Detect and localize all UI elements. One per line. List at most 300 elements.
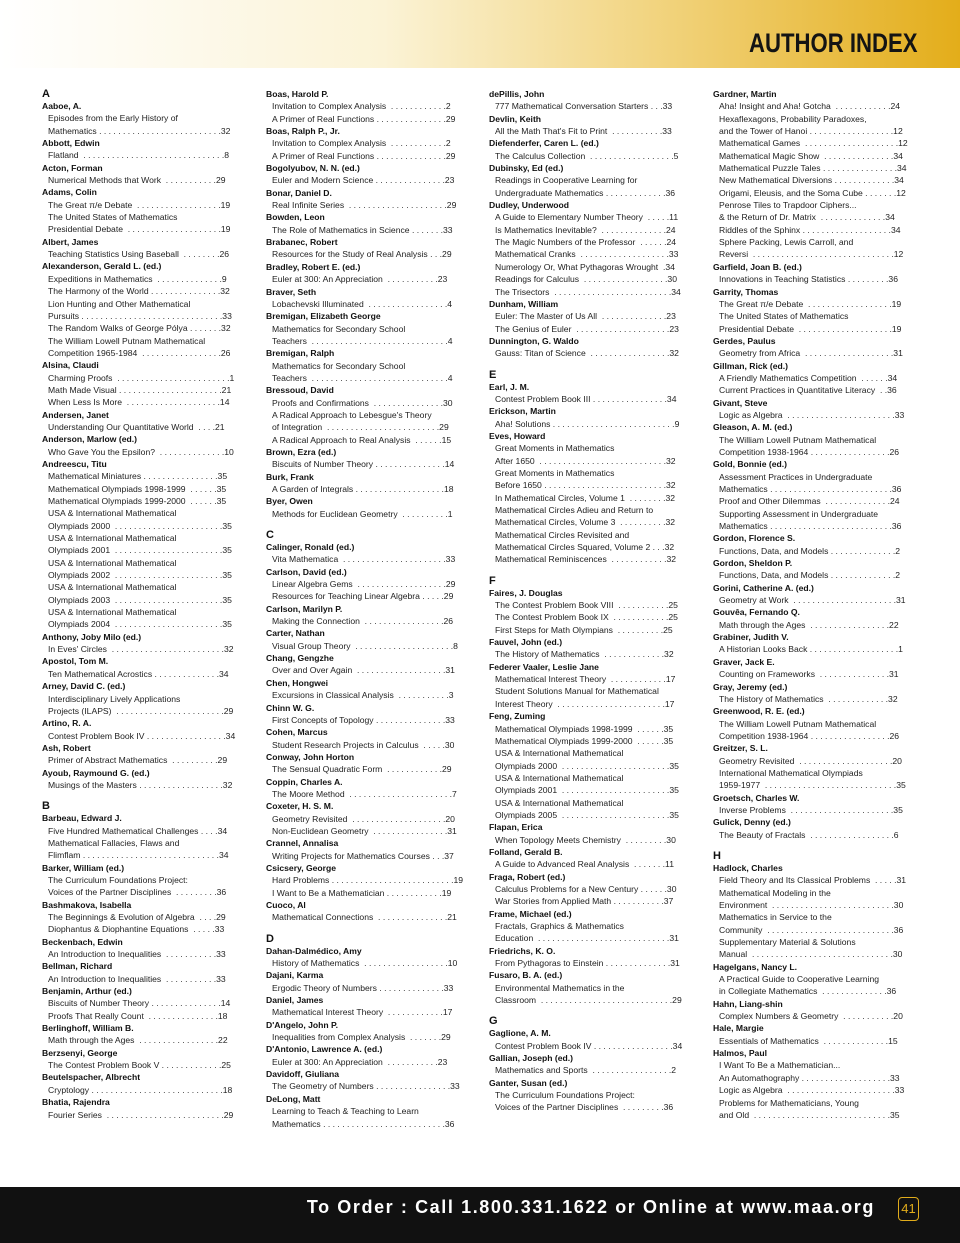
- book-title-line: Invitation to Complex Analysis . . . . . . . . . . . .2: [272, 101, 451, 112]
- author-name: Acton, Forman: [42, 162, 103, 173]
- book-title-line: A Guide to Advanced Real Analysis . . . . . . .11: [495, 859, 674, 870]
- author-name: Boas, Ralph P., Jr.: [266, 126, 340, 137]
- book-title-line: and the Tower of Hanoi . . . . . . . . . . . . . . . . . .12: [719, 126, 903, 137]
- book-title-line: Euler and Modern Science . . . . . . . . . . . . . . .23: [272, 175, 455, 186]
- author-name: Berlinghoff, William B.: [42, 1023, 134, 1034]
- book-title-line: A Radical Approach to Real Analysis . . . . . .15: [272, 434, 452, 445]
- book-title-line: Mathematical Miniatures . . . . . . . . . . . . . . . .35: [48, 471, 228, 482]
- book-title-line: Diophantus & Diophantine Equations . . . . .33: [48, 924, 225, 935]
- book-title-line: Mathematical Interest Theory . . . . . . . . . . . .17: [272, 1007, 453, 1018]
- book-title-line: Contest Problem Book IV . . . . . . . . . . . . . . . . .34: [48, 730, 236, 741]
- author-name: Dunham, William: [489, 298, 559, 309]
- book-title-line: Pursuits . . . . . . . . . . . . . . . . . . . . . . . . . . . . . .33: [48, 310, 232, 321]
- book-title-line: Student Solutions Manual for Mathematical: [495, 686, 659, 697]
- author-name: Greitzer, S. L.: [713, 743, 768, 754]
- book-title-line: The Curriculum Foundations Project:: [495, 1090, 635, 1101]
- book-title-line: Great Moments in Mathematics: [495, 467, 615, 478]
- book-title-line: I Want to Be a Mathematician . . . . . . . . . . . .19: [272, 887, 452, 898]
- author-name: Gordon, Florence S.: [713, 533, 796, 544]
- book-title-line: USA & International Mathematical: [495, 797, 624, 808]
- book-title-line: Olympiads 2000 . . . . . . . . . . . . . . . . . . . . . . .35: [495, 760, 679, 771]
- book-title-line: Competition 1965-1984 . . . . . . . . . . . . . . . . .26: [48, 347, 231, 358]
- book-title-line: Biscuits of Number Theory . . . . . . . . . . . . . . .14: [48, 998, 231, 1009]
- book-title-line: in Collegiate Mathematics . . . . . . . . . . . . . .36: [719, 986, 897, 997]
- author-name: Gardner, Martin: [713, 89, 777, 99]
- section-letter: G: [489, 1015, 498, 1028]
- book-title-line: Olympiads 2000 . . . . . . . . . . . . . . . . . . . . . . .35: [48, 520, 232, 531]
- author-name: Gleason, A. M. (ed.): [713, 422, 793, 433]
- book-title-line: USA & International Mathematical: [495, 748, 624, 759]
- book-title-line: Mathematics and Sports . . . . . . . . . . . . . . . . .2: [495, 1065, 677, 1076]
- author-name: Bonar, Daniel D.: [266, 187, 332, 198]
- book-title-line: The Trisectors . . . . . . . . . . . . . . . . . . . . . . . . .34: [495, 286, 681, 297]
- book-title-line: Essentials of Mathematics . . . . . . . . . . . . . .15: [719, 1035, 898, 1046]
- book-title-line: USA & International Mathematical: [495, 772, 624, 783]
- index-column-2: [266, 88, 472, 1130]
- book-title-line: Olympiads 2005 . . . . . . . . . . . . . . . . . . . . . . .35: [495, 809, 679, 820]
- book-title-line: Readings in Cooperative Learning for: [495, 175, 638, 186]
- author-name: Flapan, Erica: [489, 822, 543, 833]
- book-title-line: Supplementary Material & Solutions: [719, 937, 856, 948]
- book-title-line: The Beginnings & Evolution of Algebra . . . .29: [48, 912, 226, 922]
- author-name: Cuoco, Al: [266, 900, 306, 910]
- book-title-line: Biscuits of Number Theory . . . . . . . . . . . . . . .14: [272, 459, 455, 470]
- book-title-line: Sphere Packing, Lewis Carroll, and: [719, 237, 854, 248]
- book-title-line: Undergraduate Mathematics . . . . . . . . . . . . .36: [495, 187, 676, 198]
- author-name: Chang, Gengzhe: [266, 653, 334, 664]
- author-name: Gray, Jeremy (ed.): [713, 681, 788, 692]
- book-title-line: Gauss: Titan of Science . . . . . . . . . . . . . . . . .32: [495, 348, 679, 359]
- author-name: Frame, Michael (ed.): [489, 908, 572, 919]
- author-name: Aaboe, A.: [42, 101, 82, 111]
- author-name: Crannel, Annalisa: [266, 838, 339, 849]
- book-title-line: Vita Mathematica . . . . . . . . . . . . . . . . . . . . . .33: [272, 554, 456, 565]
- author-name: Daniel, James: [266, 995, 324, 1006]
- book-title-line: Presidential Debate . . . . . . . . . . . . . . . . . . . .19: [48, 224, 231, 235]
- book-title-line: Innovations in Teaching Statistics . . . . . . . . .36: [719, 274, 898, 285]
- book-title-line: Linear Algebra Gems . . . . . . . . . . . . . . . . . . .29: [272, 579, 456, 590]
- book-title-line: In Mathematical Circles, Volume 1 . . . . . . . .32: [495, 492, 676, 503]
- author-name: Diefenderfer, Caren L. (ed.): [489, 138, 599, 149]
- author-name: Gold, Bonnie (ed.): [713, 459, 787, 470]
- book-title-line: Hard Problems . . . . . . . . . . . . . . . . . . . . . . . . . .19: [272, 875, 464, 886]
- book-title-line: Writing Projects for Mathematics Courses . . .37: [272, 850, 454, 861]
- book-title-line: Excursions in Classical Analysis . . . . . . . . . . .3: [272, 690, 454, 701]
- author-name: Dahan-Dalmédico, Amy: [266, 945, 362, 956]
- book-title-line: The Contest Problem Book VIII . . . . . . . . . . .25: [495, 600, 678, 611]
- author-name: Anderson, Marlow (ed.): [42, 434, 138, 445]
- section-letter: A: [42, 88, 50, 100]
- book-title-line: Teachers . . . . . . . . . . . . . . . . . . . . . . . . . . . . .4: [272, 372, 453, 383]
- author-name: Halmos, Paul: [713, 1048, 767, 1059]
- book-title-line: Teaching Statistics Using Baseball . . . . . . . .26: [48, 249, 230, 260]
- book-title-line: Mathematics in Service to the: [719, 912, 832, 923]
- book-title-line: Competition 1938-1964 . . . . . . . . . . . . . . . . .26: [719, 730, 900, 741]
- book-title-line: An Introduction to Inequalities . . . . . . . . . . .33: [48, 949, 226, 960]
- book-title-line: Mathematical Olympiads 1998-1999 . . . . . .35: [48, 483, 227, 494]
- index-column-3: [489, 88, 695, 1114]
- book-title-line: Learning to Teach & Teaching to Learn: [272, 1106, 419, 1117]
- book-title-line: Calculus Problems for a New Century . . . . . .30: [495, 883, 677, 894]
- author-name: Graver, Jack E.: [713, 656, 775, 667]
- author-name: Beckenbach, Edwin: [42, 936, 123, 947]
- book-title-line: Penrose Tiles to Trapdoor Ciphers...: [719, 200, 857, 211]
- book-title-line: Mathematical Modeling in the: [719, 887, 831, 898]
- book-title-line: The Harmony of the World . . . . . . . . . . . . . . .32: [48, 286, 230, 297]
- book-title-line: Euler at 300: An Appreciation . . . . . . . . . . .23: [272, 1056, 448, 1067]
- book-title-line: Interdisciplinary Lively Applications: [48, 693, 181, 704]
- book-title-line: The Role of Mathematics in Science . . . . . . .33: [272, 224, 453, 235]
- author-name: Carlson, David (ed.): [266, 566, 347, 577]
- author-name: Ganter, Susan (ed.): [489, 1077, 568, 1088]
- book-title-line: Teachers . . . . . . . . . . . . . . . . . . . . . . . . . . . . .4: [272, 335, 453, 346]
- book-title-line: The William Lowell Putnam Mathematical: [48, 335, 206, 346]
- author-name: Devlin, Keith: [489, 113, 542, 124]
- author-name: Coppin, Charles A.: [266, 776, 343, 787]
- book-title-line: History of Mathematics . . . . . . . . . . . . . . . . . .10: [272, 958, 458, 969]
- author-name: Gordon, Sheldon P.: [713, 558, 793, 569]
- book-title-line: Student Research Projects in Calculus . . . . .30: [272, 739, 455, 750]
- book-title-line: Geometry Revisited . . . . . . . . . . . . . . . . . . . .20: [719, 755, 902, 766]
- book-title-line: The Beauty of Fractals . . . . . . . . . . . . . . . . . .6: [719, 829, 899, 840]
- author-name: Eves, Howard: [489, 430, 546, 441]
- book-title-line: Riddles of the Sphinx . . . . . . . . . . . . . . . . . . .34: [719, 224, 901, 235]
- book-title-line: Mathematical Olympiads 1998-1999 . . . . . .35: [495, 723, 674, 734]
- book-title-line: Manual . . . . . . . . . . . . . . . . . . . . . . . . . . . . . .30: [719, 949, 903, 960]
- book-title-line: Mathematical Circles Squared, Volume 2 . . .32: [495, 542, 675, 553]
- book-title-line: Olympiads 2004 . . . . . . . . . . . . . . . . . . . . . . .35: [48, 619, 232, 630]
- book-title-line: Resources for Teaching Linear Algebra . . . . .29: [272, 591, 454, 602]
- author-name: Bressoud, David: [266, 385, 334, 396]
- book-title-line: Environment . . . . . . . . . . . . . . . . . . . . . . . . . .30: [719, 900, 904, 910]
- author-name: Gaglione, A. M.: [489, 1028, 551, 1039]
- author-name: Ayoub, Raymound G. (ed.): [42, 767, 150, 778]
- book-title-line: Environmental Mathematics in the: [495, 982, 625, 993]
- author-name: Chen, Hongwei: [266, 677, 329, 688]
- author-name: Dubinsky, Ed (ed.): [489, 163, 564, 174]
- book-title-line: A Practical Guide to Cooperative Learning: [719, 974, 880, 985]
- book-title-line: Mathematical Circles Adieu and Return to: [495, 505, 654, 515]
- book-title-line: Mathematics for Secondary School: [272, 360, 406, 371]
- book-title-line: Current Practices in Quantitative Literacy . .36: [719, 385, 897, 396]
- author-name: Apostol, Tom M.: [42, 656, 109, 667]
- book-title-line: Proof and Other Dilemmas . . . . . . . . . . . . . .24: [719, 496, 900, 507]
- book-title-line: Mathematical Cranks . . . . . . . . . . . . . . . . . . .33: [495, 249, 679, 260]
- book-title-line: Euler: The Master of Us All . . . . . . . . . . . . . .23: [495, 311, 676, 322]
- book-title-line: Aha! Insight and Aha! Gotcha . . . . . . . . . . . .24: [719, 101, 901, 112]
- section-letter: D: [266, 932, 274, 945]
- book-title-line: and Old . . . . . . . . . . . . . . . . . . . . . . . . . . . . .35: [719, 1109, 900, 1120]
- book-title-line: Mathematics . . . . . . . . . . . . . . . . . . . . . . . . . .36: [272, 1118, 455, 1129]
- book-title-line: When Less Is More . . . . . . . . . . . . . . . . . . . .14: [48, 397, 230, 408]
- book-title-line: Charming Proofs . . . . . . . . . . . . . . . . . . . . . . . .1: [48, 372, 235, 383]
- author-index-columns: [0, 88, 960, 1178]
- book-title-line: Origami, Eleusis, and the Soma Cube . . . . . . .12: [719, 187, 906, 198]
- book-title-line: All the Math That's Fit to Print . . . . . . . . . . .33: [495, 126, 672, 137]
- author-name: Greenwood, R. E. (ed.): [713, 706, 805, 717]
- book-title-line: In Eves' Circles . . . . . . . . . . . . . . . . . . . . . . . .32: [48, 644, 234, 655]
- book-title-line: A Historian Looks Back . . . . . . . . . . . . . . . . . . .1: [719, 644, 903, 655]
- book-title-line: Geometry at Work . . . . . . . . . . . . . . . . . . . . . .31: [719, 595, 906, 606]
- author-name: Fauvel, John (ed.): [489, 637, 563, 648]
- author-name: dePillis, John: [489, 89, 545, 99]
- author-name: Byer, Owen: [266, 496, 313, 507]
- section-letter: F: [489, 574, 496, 587]
- book-title-line: Episodes from the Early History of: [48, 113, 178, 124]
- book-title-line: Real Infinite Series . . . . . . . . . . . . . . . . . . . . .29: [272, 200, 457, 211]
- book-title-line: Proofs That Really Count . . . . . . . . . . . . . . .18: [48, 1010, 228, 1021]
- book-title-line: A Friendly Mathematics Competition . . . . . .34: [719, 372, 898, 383]
- book-title-line: Inequalities from Complex Analysis . . . . . . .29: [272, 1032, 451, 1043]
- book-title-line: Flatland . . . . . . . . . . . . . . . . . . . . . . . . . . . . . .8: [48, 150, 229, 161]
- book-title-line: Mathematics . . . . . . . . . . . . . . . . . . . . . . . . . .36: [719, 521, 902, 532]
- book-title-line: Voices of the Partner Disciplines . . . . . . . . .36: [495, 1102, 674, 1113]
- index-column-1: [42, 88, 247, 1121]
- book-title-line: Projects (ILAPS) . . . . . . . . . . . . . . . . . . . . . . .29: [48, 705, 234, 716]
- book-title-line: Non-Euclidean Geometry . . . . . . . . . . . . . . . .31: [272, 825, 457, 836]
- book-title-line: Complex Numbers & Geometry . . . . . . . . . . .20: [719, 1011, 903, 1022]
- book-title-line: Musings of the Masters . . . . . . . . . . . . . . . . . .32: [48, 779, 233, 790]
- author-name: Garfield, Joan B. (ed.): [713, 261, 802, 272]
- author-name: Burk, Frank: [266, 471, 314, 482]
- book-title-line: Olympiads 2002 . . . . . . . . . . . . . . . . . . . . . . .35: [48, 570, 232, 581]
- page-number-badge: 41: [898, 1197, 919, 1221]
- author-name: Davidoff, Giuliana: [266, 1069, 340, 1080]
- author-name: Bashmakova, Isabella: [42, 899, 132, 910]
- book-title-line: Mathematical Puzzle Tales . . . . . . . . . . . . . . . .34: [719, 163, 907, 174]
- book-title-line: Lobachevski Illuminated . . . . . . . . . . . . . . . . .4: [272, 298, 453, 309]
- book-title-line: Inverse Problems . . . . . . . . . . . . . . . . . . . . . .35: [719, 804, 903, 815]
- book-title-line: Numerology Or, What Pythagoras Wrought .34: [495, 261, 675, 272]
- book-title-line: I Want To Be a Mathematician...: [719, 1060, 841, 1071]
- author-name: Hale, Margie: [713, 1023, 764, 1034]
- book-title-line: Euler at 300: An Appreciation . . . . . . . . . . .23: [272, 274, 448, 285]
- author-name: Alexanderson, Gerald L. (ed.): [42, 261, 162, 272]
- book-title-line: Numerical Methods that Work . . . . . . . . . . .29: [48, 175, 226, 186]
- author-name: Dunnington, G. Waldo: [489, 335, 579, 346]
- author-name: Folland, Gerald B.: [489, 846, 563, 857]
- book-title-line: Education . . . . . . . . . . . . . . . . . . . . . . . . . . . .31: [495, 933, 679, 944]
- author-name: Fusaro, B. A. (ed.): [489, 970, 563, 981]
- book-title-line: A Primer of Real Functions . . . . . . . . . . . . . . .29: [272, 113, 456, 124]
- book-title-line: An Introduction to Inequalities . . . . . . . . . . .33: [48, 973, 226, 984]
- author-name: Berzsenyi, George: [42, 1047, 118, 1058]
- section-letter: E: [489, 368, 497, 381]
- author-name: Ash, Robert: [42, 742, 91, 753]
- book-title-line: Contest Problem Book IV . . . . . . . . . . . . . . . . .34: [495, 1040, 683, 1051]
- author-name: Feng, Zuming: [489, 711, 546, 722]
- index-column-4: [713, 88, 918, 1121]
- author-name: Grabiner, Judith V.: [713, 632, 789, 643]
- author-name: Brown, Ezra (ed.): [266, 446, 337, 457]
- book-title-line: The Geometry of Numbers . . . . . . . . . . . . . . . .33: [272, 1081, 460, 1092]
- book-title-line: The United States of Mathematics: [48, 212, 178, 223]
- book-title-line: The Curriculum Foundations Project:: [48, 874, 188, 885]
- author-name: Benjamin, Arthur (ed.): [42, 986, 132, 997]
- author-name: Hahn, Liang-shin: [713, 998, 783, 1009]
- book-title-line: The Great π/e Debate . . . . . . . . . . . . . . . . . .19: [719, 298, 902, 309]
- book-title-line: & the Return of Dr. Matrix . . . . . . . . . . . . . .34: [719, 212, 895, 223]
- book-title-line: Math Made Visual . . . . . . . . . . . . . . . . . . . . . .21: [48, 384, 232, 395]
- author-name: DeLong, Matt: [266, 1093, 321, 1104]
- book-title-line: Math through the Ages . . . . . . . . . . . . . . . . .22: [48, 1035, 228, 1046]
- book-title-line: Proofs and Confirmations . . . . . . . . . . . . . . .30: [272, 397, 453, 408]
- author-name: Andersen, Janet: [42, 409, 109, 420]
- author-name: Barbeau, Edward J.: [42, 813, 122, 824]
- author-name: Csicsery, George: [266, 862, 337, 873]
- book-title-line: Classroom . . . . . . . . . . . . . . . . . . . . . . . . . . . .29: [495, 995, 682, 1006]
- author-name: Chinn W. G.: [266, 702, 315, 713]
- author-name: Boas, Harold P.: [266, 89, 329, 99]
- book-title-line: Assessment Practices in Undergraduate: [719, 471, 873, 482]
- book-title-line: Olympiads 2001 . . . . . . . . . . . . . . . . . . . . . . .35: [48, 545, 232, 556]
- author-name: Alsina, Claudi: [42, 360, 99, 371]
- book-title-line: USA & International Mathematical: [48, 582, 177, 593]
- book-title-line: The Magic Numbers of the Professor . . . . . .24: [495, 237, 677, 248]
- book-title-line: Cryptology . . . . . . . . . . . . . . . . . . . . . . . . . . . .18: [48, 1084, 233, 1095]
- book-title-line: Mathematics for Secondary School: [272, 323, 406, 334]
- book-title-line: Mathematics . . . . . . . . . . . . . . . . . . . . . . . . . .32: [48, 125, 231, 136]
- book-title-line: Functions, Data, and Models . . . . . . . . . . . . . .2: [719, 545, 901, 556]
- author-name: Anthony, Joby Milo (ed.): [42, 631, 142, 642]
- book-title-line: The William Lowell Putnam Mathematical: [719, 718, 877, 729]
- book-title-line: Presidential Debate . . . . . . . . . . . . . . . . . . . .19: [719, 323, 902, 334]
- book-title-line: Ten Mathematical Acrostics . . . . . . . . . . . . . .34: [48, 668, 229, 679]
- author-name: Bellman, Richard: [42, 961, 113, 972]
- book-title-line: Understanding Our Quantitative World . . . .21: [48, 421, 225, 432]
- book-title-line: The Calculus Collection . . . . . . . . . . . . . . . . . .5: [495, 150, 679, 161]
- author-name: Carter, Nathan: [266, 628, 325, 639]
- book-title-line: Invitation to Complex Analysis . . . . . . . . . . . .2: [272, 138, 451, 149]
- section-letter: H: [713, 849, 721, 862]
- book-title-line: Interest Theory . . . . . . . . . . . . . . . . . . . . . . .17: [495, 698, 675, 709]
- author-name: Givant, Steve: [713, 397, 768, 408]
- author-name: Gorini, Catherine A. (ed.): [713, 582, 814, 593]
- author-name: Bowden, Leon: [266, 212, 325, 223]
- book-title-line: Supporting Assessment in Undergraduate: [719, 508, 879, 519]
- book-title-line: Before 1650 . . . . . . . . . . . . . . . . . . . . . . . . . .32: [495, 480, 676, 491]
- book-title-line: The Genius of Euler . . . . . . . . . . . . . . . . . . . .23: [495, 323, 679, 334]
- book-title-line: Problems for Mathematicians, Young: [719, 1097, 859, 1108]
- author-name: Friedrichs, K. O.: [489, 945, 556, 956]
- book-title-line: A Guide to Elementary Number Theory . . . . .11: [495, 212, 679, 223]
- book-title-line: Resources for the Study of Real Analysis . . .29: [272, 249, 452, 260]
- book-title-line: Fourier Series . . . . . . . . . . . . . . . . . . . . . . . . .29: [48, 1109, 234, 1120]
- book-title-line: Over and Over Again . . . . . . . . . . . . . . . . . . .31: [272, 665, 455, 676]
- author-name: Carlson, Marilyn P.: [266, 603, 343, 614]
- author-name: Hagelgans, Nancy L.: [713, 961, 798, 972]
- author-name: Hadlock, Charles: [713, 862, 783, 873]
- book-title-line: Ergodic Theory of Numbers . . . . . . . . . . . . . .33: [272, 982, 454, 993]
- book-title-line: First Steps for Math Olympians . . . . . . . . . .25: [495, 624, 673, 635]
- author-name: Dudley, Underwood: [489, 200, 570, 211]
- book-title-line: Mathematics . . . . . . . . . . . . . . . . . . . . . . . . . .36: [719, 484, 902, 494]
- book-title-line: The William Lowell Putnam Mathematical: [719, 434, 877, 445]
- author-name: Bremigan, Ralph: [266, 348, 335, 359]
- author-name: Brabanec, Robert: [266, 237, 338, 248]
- author-name: Artino, R. A.: [42, 718, 92, 729]
- book-title-line: The United States of Mathematics: [719, 311, 849, 322]
- author-name: Fraga, Robert (ed.): [489, 871, 566, 882]
- author-name: Calinger, Ronald (ed.): [266, 542, 355, 553]
- author-name: Gulick, Denny (ed.): [713, 817, 791, 828]
- book-title-line: Five Hundred Mathematical Challenges . . . .34: [48, 825, 228, 836]
- author-name: Cohen, Marcus: [266, 727, 328, 738]
- page-title: AUTHOR INDEX: [749, 28, 918, 58]
- book-title-line: USA & International Mathematical: [48, 557, 177, 568]
- book-title-line: Mathematical Connections . . . . . . . . . . . . . . .21: [272, 912, 457, 923]
- book-title-line: Field Theory and Its Classical Problems . . . . .31: [719, 875, 907, 886]
- book-title-line: Flimflam . . . . . . . . . . . . . . . . . . . . . . . . . . . . .34: [48, 850, 229, 861]
- book-title-line: Olympiads 2001 . . . . . . . . . . . . . . . . . . . . . . .35: [495, 785, 679, 796]
- book-title-line: War Stories from Applied Math . . . . . . . . . . .37: [495, 896, 674, 907]
- author-name: Barker, William (ed.): [42, 862, 125, 873]
- author-name: Conway, John Horton: [266, 751, 355, 762]
- book-title-line: USA & International Mathematical: [48, 508, 177, 519]
- author-name: Faires, J. Douglas: [489, 587, 563, 598]
- book-title-line: The Great π/e Debate . . . . . . . . . . . . . . . . . .19: [48, 199, 231, 210]
- book-title-line: Readings for Calculus . . . . . . . . . . . . . . . . . .30: [495, 274, 677, 285]
- book-title-line: Visual Group Theory . . . . . . . . . . . . . . . . . . . . .8: [272, 640, 458, 651]
- author-name: Bremigan, Elizabeth George: [266, 311, 381, 322]
- book-title-line: Mathematical Olympiads 1999-2000 . . . . . .35: [48, 496, 227, 506]
- author-name: Gillman, Rick (ed.): [713, 360, 788, 371]
- book-title-line: Hexaflexagons, Probability Paradoxes,: [719, 113, 867, 124]
- book-title-line: Who Gave You the Epsilon? . . . . . . . . . . . . . .10: [48, 446, 234, 457]
- book-title-line: Great Moments in Mathematics: [495, 443, 615, 454]
- book-title-line: The Contest Problem Book V . . . . . . . . . . . . .25: [48, 1060, 231, 1071]
- author-name: Gerdes, Paulus: [713, 335, 776, 346]
- author-name: Abbott, Edwin: [42, 138, 100, 149]
- book-title-line: USA & International Mathematical: [48, 607, 177, 618]
- author-name: Beutelspacher, Albrecht: [42, 1072, 141, 1083]
- author-name: Albert, James: [42, 236, 99, 247]
- book-title-line: Geometry from Africa . . . . . . . . . . . . . . . . . . .31: [719, 348, 903, 359]
- book-title-line: Mathematical Circles, Volume 3 . . . . . . . . . .32: [495, 517, 676, 528]
- book-title-line: Functions, Data, and Models . . . . . . . . . . . . . .2: [719, 570, 901, 581]
- book-title-line: The History of Mathematics . . . . . . . . . . . . .32: [719, 693, 898, 704]
- book-title-line: Mathematical Circles Revisited and: [495, 529, 630, 540]
- book-title-line: Logic as Algebra . . . . . . . . . . . . . . . . . . . . . . .33: [719, 409, 905, 420]
- book-title-line: Mathematical Magic Show . . . . . . . . . . . . . . .34: [719, 150, 903, 161]
- book-title-line: First Concepts of Topology . . . . . . . . . . . . . . .33: [272, 714, 455, 725]
- author-name: D'Antonio, Lawrence A. (ed.): [266, 1044, 383, 1055]
- book-title-line: The Random Walks of George Pólya . . . . . . .32: [48, 323, 231, 334]
- book-title-line: Competition 1938-1964 . . . . . . . . . . . . . . . . .26: [719, 446, 900, 457]
- book-title-line: International Mathematical Olympiads: [719, 767, 863, 778]
- book-title-line: Contest Problem Book III . . . . . . . . . . . . . . . .34: [495, 393, 677, 404]
- author-name: Erickson, Martin: [489, 406, 556, 417]
- author-name: Groetsch, Charles W.: [713, 792, 800, 803]
- author-name: Gouvêa, Fernando Q.: [713, 607, 800, 618]
- author-name: Gallian, Joseph (ed.): [489, 1053, 574, 1064]
- book-title-line: Lion Hunting and Other Mathematical: [48, 298, 191, 309]
- author-name: Andreescu, Titu: [42, 458, 107, 469]
- book-title-line: The Contest Problem Book IX . . . . . . . . . . . .25: [495, 612, 678, 623]
- book-title-line: A Garden of Integrals . . . . . . . . . . . . . . . . . . .18: [272, 484, 454, 494]
- book-title-line: Logic as Algebra . . . . . . . . . . . . . . . . . . . . . . .33: [719, 1085, 905, 1096]
- book-title-line: Geometry Revisited . . . . . . . . . . . . . . . . . . . .20: [272, 813, 455, 824]
- author-name: Coxeter, H. S. M.: [266, 801, 334, 812]
- author-name: Braver, Seth: [266, 286, 317, 297]
- book-title-line: Mathematical Interest Theory . . . . . . . . . . . .17: [495, 674, 676, 685]
- book-title-line: Counting on Frameworks . . . . . . . . . . . . . . .31: [719, 669, 899, 680]
- book-title-line: USA & International Mathematical: [48, 533, 177, 544]
- book-title-line: Mathematical Reminiscences . . . . . . . . . . . .32: [495, 554, 677, 565]
- book-title-line: Is Mathematics Inevitable? . . . . . . . . . . . . . .24: [495, 224, 676, 235]
- book-title-line: Mathematical Olympiads 1999-2000 . . . . . .35: [495, 735, 674, 746]
- book-title-line: Reversi . . . . . . . . . . . . . . . . . . . . . . . . . . . . . .12: [719, 249, 904, 260]
